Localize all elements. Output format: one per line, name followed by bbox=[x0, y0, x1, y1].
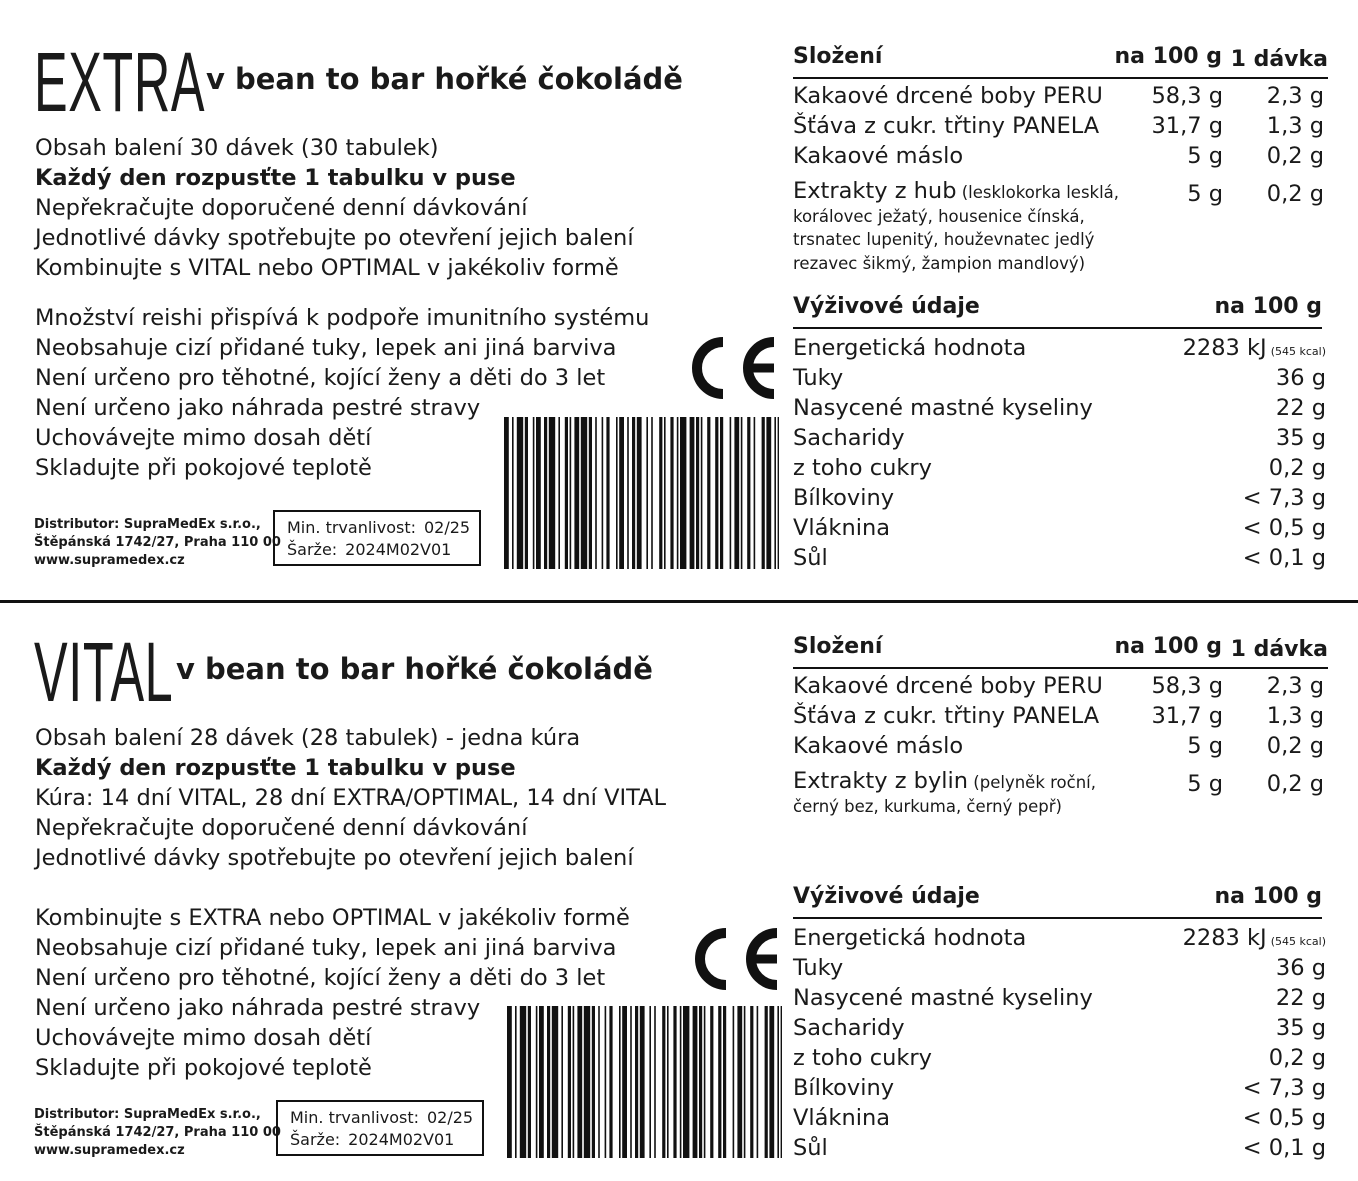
composition-title: Složení bbox=[793, 634, 883, 659]
nutrient-value: < 7,3 g bbox=[1242, 1075, 1326, 1101]
barcode-bar bbox=[662, 1006, 665, 1158]
ingredient-per100: 31,7 g bbox=[1151, 113, 1223, 139]
barcode-bar bbox=[664, 417, 666, 569]
barcode-bar bbox=[750, 1006, 753, 1158]
barcode-bar bbox=[680, 1006, 682, 1158]
table-row bbox=[793, 423, 1328, 453]
composition-col-dose: 1 dávka bbox=[1230, 47, 1328, 72]
barcode-bar bbox=[635, 1006, 638, 1158]
nutrient-name: z toho cukry bbox=[793, 1045, 932, 1071]
barcode-bar bbox=[512, 417, 514, 569]
barcode-bar bbox=[680, 417, 686, 569]
extract-name: Extrakty z bylin bbox=[793, 768, 969, 794]
energy-kcal: (545 kcal) bbox=[1270, 345, 1326, 358]
barcode-bar bbox=[547, 1006, 550, 1158]
ingredient-dose: 1,3 g bbox=[1266, 703, 1324, 729]
nutrient-value: 22 g bbox=[1275, 985, 1326, 1011]
text-line: Není určeno jako náhrada pestré stravy bbox=[35, 395, 481, 421]
barcode-bar bbox=[515, 1006, 517, 1158]
barcode-bar bbox=[536, 1006, 538, 1158]
distributor-info bbox=[34, 1106, 281, 1160]
barcode-bar bbox=[707, 417, 710, 569]
distributor-line: www.supramedex.cz bbox=[34, 1143, 185, 1158]
usage-lines bbox=[35, 723, 666, 873]
barcode-bar bbox=[632, 417, 635, 569]
min-durability-label: Min. trvanlivost: bbox=[290, 1108, 419, 1127]
nutrient-name: Energetická hodnota bbox=[793, 335, 1027, 361]
nutrient-value: 35 g bbox=[1275, 425, 1326, 451]
barcode-bar bbox=[536, 417, 541, 569]
barcode-bar bbox=[781, 1006, 782, 1158]
distributor-line: www.supramedex.cz bbox=[34, 553, 185, 568]
barcode-bar bbox=[696, 417, 699, 569]
barcode-bar bbox=[730, 417, 732, 569]
barcode-bar bbox=[627, 417, 629, 569]
composition-title: Složení bbox=[793, 44, 883, 69]
lot-value: 2024M02V01 bbox=[348, 1130, 455, 1149]
table-row bbox=[793, 513, 1328, 543]
ingredient-per100: 5 g bbox=[1187, 733, 1223, 759]
ingredient-name: Kakaové drcené boby PERU bbox=[793, 673, 1103, 699]
barcode-bar bbox=[690, 417, 695, 569]
ingredient-dose: 0,2 g bbox=[1266, 771, 1324, 797]
text-line: Uchovávejte mimo dosah dětí bbox=[35, 425, 372, 451]
lot-label: Šarže: bbox=[287, 540, 338, 559]
text-line: Skladujte při pokojové teplotě bbox=[35, 1055, 372, 1081]
distributor-line: Distributor: SupraMedEx s.r.o., bbox=[34, 517, 261, 532]
barcode-bar bbox=[744, 1006, 746, 1158]
text-line: Není určeno jako náhrada pestré stravy bbox=[35, 995, 481, 1021]
nutrient-value: < 0,1 g bbox=[1242, 545, 1326, 571]
ingredient-per100: 58,3 g bbox=[1151, 83, 1223, 109]
nutrient-name: Energetická hodnota bbox=[793, 925, 1027, 951]
barcode-bar bbox=[765, 1006, 768, 1158]
barcode-bar bbox=[598, 1006, 600, 1158]
usage-lines bbox=[35, 133, 634, 283]
barcode-bar bbox=[602, 417, 604, 569]
batch-box bbox=[276, 1100, 484, 1156]
table-row bbox=[793, 333, 1328, 363]
table-row bbox=[793, 1103, 1328, 1133]
lot-label: Šarže: bbox=[290, 1130, 341, 1149]
barcode bbox=[507, 1006, 782, 1158]
barcode-bar bbox=[659, 417, 662, 569]
table-row bbox=[793, 701, 1328, 731]
barcode-bar bbox=[558, 417, 560, 569]
text-line: Uchovávejte mimo dosah dětí bbox=[35, 1025, 372, 1051]
divider bbox=[793, 77, 1328, 79]
ingredient-per100: 5 g bbox=[1187, 181, 1223, 207]
text-line: Není určeno pro těhotné, kojící ženy a děti do 3 let bbox=[35, 965, 606, 991]
text-line: Každý den rozpusťte 1 tabulku v puse bbox=[35, 165, 516, 191]
ingredient-name: Kakaové drcené boby PERU bbox=[793, 83, 1103, 109]
ingredient-per100: 58,3 g bbox=[1151, 673, 1223, 699]
ce-mark-icon bbox=[690, 335, 780, 401]
barcode-bar bbox=[715, 417, 718, 569]
text-line: Neobsahuje cizí přidané tuky, lepek ani jiná barviva bbox=[35, 335, 617, 361]
text-line: Obsah balení 30 dávek (30 tabulek) bbox=[35, 135, 439, 161]
barcode-bar bbox=[552, 1006, 558, 1158]
ingredient-dose: 0,2 g bbox=[1266, 181, 1324, 207]
barcode-bar bbox=[539, 1006, 544, 1158]
composition-col-dose: 1 dávka bbox=[1230, 637, 1328, 662]
nutrient-value: 36 g bbox=[1275, 365, 1326, 391]
table-row bbox=[793, 453, 1328, 483]
nutrient-name: Tuky bbox=[793, 955, 844, 981]
table-row bbox=[793, 1043, 1328, 1073]
barcode-bar bbox=[609, 1006, 612, 1158]
nutrient-name: Vláknina bbox=[793, 515, 891, 541]
barcode-bar bbox=[630, 1006, 632, 1158]
nutrient-name: Nasycené mastné kyseliny bbox=[793, 985, 1093, 1011]
nutrient-name: Bílkoviny bbox=[793, 1075, 895, 1101]
composition-col-per100: na 100 g bbox=[1114, 634, 1222, 659]
table-row bbox=[793, 81, 1328, 111]
barcode-bar bbox=[619, 417, 624, 569]
barcode-bar bbox=[704, 1006, 706, 1158]
nutrient-value: < 0,1 g bbox=[1242, 1135, 1326, 1161]
barcode-bar bbox=[673, 1006, 676, 1158]
label-vital bbox=[0, 590, 1358, 1180]
text-line: Skladujte při pokojové teplotě bbox=[35, 455, 372, 481]
barcode-bar bbox=[667, 1006, 669, 1158]
nutrient-name: Tuky bbox=[793, 365, 844, 391]
barcode-bar bbox=[584, 1006, 590, 1158]
divider bbox=[793, 917, 1322, 919]
ingredient-per100: 5 g bbox=[1187, 771, 1223, 797]
lot-value: 2024M02V01 bbox=[345, 540, 452, 559]
table-row bbox=[793, 983, 1328, 1013]
nutrient-value: 0,2 g bbox=[1268, 1045, 1326, 1071]
barcode-bar bbox=[507, 1006, 512, 1158]
barcode-bar bbox=[616, 417, 618, 569]
table-row bbox=[793, 731, 1328, 761]
ingredient-name: Šťáva z cukr. třtiny PANELA bbox=[793, 703, 1100, 729]
table-row bbox=[793, 671, 1328, 701]
composition-table bbox=[793, 44, 1328, 284]
table-row bbox=[793, 111, 1328, 141]
barcode-bar bbox=[525, 417, 528, 569]
brand-title: EXTRA bbox=[34, 35, 206, 129]
nutrient-value: < 7,3 g bbox=[1242, 485, 1326, 511]
barcode bbox=[504, 417, 779, 569]
barcode-bar bbox=[733, 1006, 735, 1158]
text-line: Není určeno pro těhotné, kojící ženy a děti do 3 let bbox=[35, 365, 606, 391]
barcode-bar bbox=[774, 417, 776, 569]
barcode-bar bbox=[778, 417, 779, 569]
barcode-bar bbox=[646, 417, 648, 569]
text-line: Jednotlivé dávky spotřebujte po otevření jejich balení bbox=[35, 845, 634, 871]
nutrient-value: 0,2 g bbox=[1268, 455, 1326, 481]
subtitle: v bean to bar hořké čokoládě bbox=[206, 62, 683, 96]
nutrition-col-per100: na 100 g bbox=[1214, 294, 1322, 319]
table-row bbox=[793, 953, 1328, 983]
nutrient-value: 22 g bbox=[1275, 395, 1326, 421]
nutrition-col-per100: na 100 g bbox=[1214, 884, 1322, 909]
ce-mark-icon bbox=[693, 926, 783, 992]
ingredient-name: Kakaové máslo bbox=[793, 733, 964, 759]
table-row bbox=[793, 483, 1328, 513]
text-line: Kúra: 14 dní VITAL, 28 dní EXTRA/OPTIMAL, 14 dní VITAL bbox=[35, 785, 667, 811]
batch-box bbox=[273, 510, 481, 566]
barcode-bar bbox=[766, 417, 771, 569]
text-line: Jednotlivé dávky spotřebujte po otevření jejich balení bbox=[35, 225, 634, 251]
barcode-bar bbox=[592, 1006, 595, 1158]
nutrient-value: 36 g bbox=[1275, 955, 1326, 981]
barcode-bar bbox=[720, 417, 723, 569]
extract-description bbox=[793, 770, 1143, 818]
barcode-bar bbox=[640, 1006, 645, 1158]
nutrition-table bbox=[793, 884, 1328, 1174]
table-row bbox=[793, 1073, 1328, 1103]
barcode-bar bbox=[649, 1006, 651, 1158]
barcode-bar bbox=[517, 417, 523, 569]
min-durability-label: Min. trvanlivost: bbox=[287, 518, 416, 537]
barcode-bar bbox=[561, 1006, 563, 1158]
table-row bbox=[793, 363, 1328, 393]
nutrient-value: 2283 kJ bbox=[1182, 335, 1267, 361]
barcode-bar bbox=[701, 417, 703, 569]
barcode-bar bbox=[573, 1006, 575, 1158]
nutrient-name: Nasycené mastné kyseliny bbox=[793, 395, 1093, 421]
extract-name: Extrakty z hub bbox=[793, 178, 957, 204]
barcode-bar bbox=[574, 417, 579, 569]
divider bbox=[793, 667, 1328, 669]
brand-title: VITAL bbox=[34, 625, 174, 719]
barcode-bar bbox=[533, 417, 535, 569]
extract-description bbox=[793, 180, 1143, 275]
nutrition-title: Výživové údaje bbox=[793, 294, 980, 319]
ingredient-name: Šťáva z cukr. třtiny PANELA bbox=[793, 113, 1100, 139]
nutrient-value: < 0,5 g bbox=[1242, 515, 1326, 541]
barcode-bar bbox=[577, 1006, 582, 1158]
distributor-line: Štěpánská 1742/27, Praha 110 00 bbox=[34, 1125, 281, 1140]
min-durability-value: 02/25 bbox=[423, 518, 471, 537]
barcode-bar bbox=[544, 417, 547, 569]
nutrient-value: 2283 kJ bbox=[1182, 925, 1267, 951]
energy-kcal: (545 kcal) bbox=[1270, 935, 1326, 948]
barcode-bar bbox=[693, 1006, 698, 1158]
barcode-bar bbox=[699, 1006, 702, 1158]
barcode-bar bbox=[777, 1006, 779, 1158]
barcode-bar bbox=[581, 417, 587, 569]
barcode-bar bbox=[683, 1006, 689, 1158]
nutrient-value: < 0,5 g bbox=[1242, 1105, 1326, 1131]
table-row bbox=[793, 393, 1328, 423]
nutrition-title: Výživové údaje bbox=[793, 884, 980, 909]
barcode-bar bbox=[568, 1006, 571, 1158]
ingredient-per100: 5 g bbox=[1187, 143, 1223, 169]
table-row bbox=[793, 543, 1328, 573]
nutrient-name: Bílkoviny bbox=[793, 485, 895, 511]
barcode-bar bbox=[595, 417, 597, 569]
barcode-bar bbox=[769, 1006, 774, 1158]
divider bbox=[793, 327, 1322, 329]
table-row bbox=[793, 141, 1328, 171]
subtitle: v bean to bar hořké čokoládě bbox=[176, 652, 653, 686]
ingredient-dose: 1,3 g bbox=[1266, 113, 1324, 139]
distributor-line: Distributor: SupraMedEx s.r.o., bbox=[34, 1107, 261, 1122]
barcode-bar bbox=[654, 1006, 656, 1158]
nutrient-name: Sacharidy bbox=[793, 1015, 905, 1041]
barcode-bar bbox=[570, 417, 572, 569]
text-line: Každý den rozpusťte 1 tabulku v puse bbox=[35, 755, 516, 781]
barcode-bar bbox=[723, 1006, 726, 1158]
text-line: Kombinujte s EXTRA nebo OPTIMAL v jakékoliv formě bbox=[35, 905, 630, 931]
barcode-bar bbox=[737, 1006, 742, 1158]
composition-col-per100: na 100 g bbox=[1114, 44, 1222, 69]
table-row bbox=[793, 1013, 1328, 1043]
barcode-bar bbox=[747, 417, 750, 569]
barcode-bar bbox=[637, 417, 642, 569]
extract-note: (pelyněk roční, černý bez, kurkuma, černý pepř) bbox=[793, 773, 1096, 816]
barcode-bar bbox=[619, 1006, 621, 1158]
distributor-line: Štěpánská 1742/27, Praha 110 00 bbox=[34, 535, 281, 550]
barcode-bar bbox=[589, 417, 592, 569]
barcode-bar bbox=[528, 1006, 531, 1158]
nutrient-name: Vláknina bbox=[793, 1105, 891, 1131]
nutrient-name: Sůl bbox=[793, 1135, 828, 1161]
extract-note: (lesklokorka lesklá, korálovec ježatý, housenice čínská, trsnatec lupenitý, houževnatec jedlý rezavec šikmý, žampion mandlový) bbox=[793, 183, 1120, 273]
barcode-bar bbox=[754, 417, 756, 569]
barcode-bar bbox=[549, 417, 555, 569]
ingredient-dose: 2,3 g bbox=[1266, 673, 1324, 699]
ingredient-dose: 0,2 g bbox=[1266, 143, 1324, 169]
nutrient-name: Sůl bbox=[793, 545, 828, 571]
barcode-bar bbox=[718, 1006, 721, 1158]
table-row bbox=[793, 1133, 1328, 1163]
nutrient-name: z toho cukry bbox=[793, 455, 932, 481]
barcode-bar bbox=[677, 417, 679, 569]
min-durability-value: 02/25 bbox=[426, 1108, 474, 1127]
barcode-bar bbox=[741, 417, 743, 569]
nutrient-value: 35 g bbox=[1275, 1015, 1326, 1041]
ingredient-name: Kakaové máslo bbox=[793, 143, 964, 169]
text-line: Nepřekračujte doporučené denní dávkování bbox=[35, 195, 528, 221]
distributor-info bbox=[34, 516, 281, 570]
barcode-bar bbox=[504, 417, 509, 569]
table-row bbox=[793, 923, 1328, 953]
text-line: Nepřekračujte doporučené denní dávkování bbox=[35, 815, 528, 841]
text-line: Kombinujte s VITAL nebo OPTIMAL v jakékoliv formě bbox=[35, 255, 619, 281]
barcode-bar bbox=[762, 417, 765, 569]
barcode-bar bbox=[734, 417, 739, 569]
barcode-bar bbox=[710, 1006, 713, 1158]
barcode-bar bbox=[651, 417, 653, 569]
barcode-bar bbox=[757, 1006, 759, 1158]
barcode-bar bbox=[670, 417, 673, 569]
barcode-bar bbox=[606, 417, 609, 569]
text-line: Množství reishi přispívá k podpoře imunitního systému bbox=[35, 305, 650, 331]
barcode-bar bbox=[565, 417, 568, 569]
ingredient-dose: 0,2 g bbox=[1266, 733, 1324, 759]
ingredient-per100: 31,7 g bbox=[1151, 703, 1223, 729]
text-line: Obsah balení 28 dávek (28 tabulek) - jedna kúra bbox=[35, 725, 581, 751]
text-line: Neobsahuje cizí přidané tuky, lepek ani jiná barviva bbox=[35, 935, 617, 961]
label-extra bbox=[0, 0, 1358, 590]
ingredient-dose: 2,3 g bbox=[1266, 83, 1324, 109]
nutrition-table bbox=[793, 294, 1328, 584]
barcode-bar bbox=[605, 1006, 607, 1158]
composition-table bbox=[793, 634, 1328, 874]
barcode-bar bbox=[622, 1006, 627, 1158]
nutrient-name: Sacharidy bbox=[793, 425, 905, 451]
barcode-bar bbox=[520, 1006, 526, 1158]
